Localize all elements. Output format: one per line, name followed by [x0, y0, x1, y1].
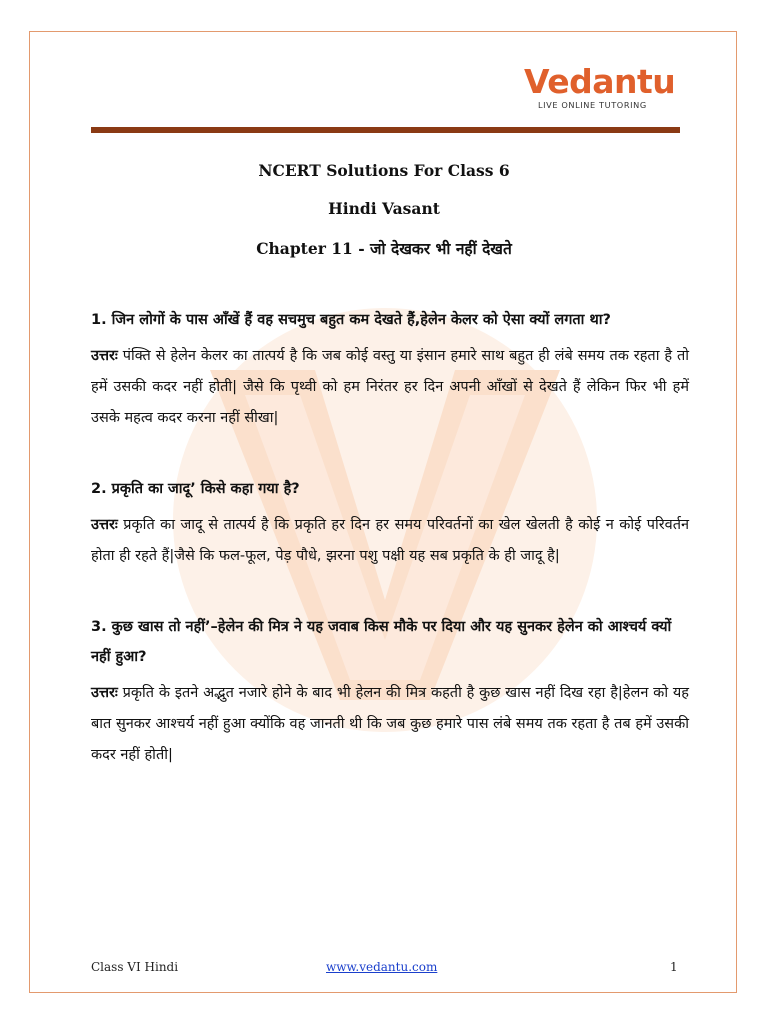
qa-item	[91, 612, 689, 771]
doc-subject: Hindi Vasant	[328, 199, 440, 218]
doc-chapter: Chapter 11 - जो देखकर भी नहीं देखते	[256, 239, 512, 258]
footer-website-link[interactable]: www.vedantu.com	[326, 960, 438, 974]
header-rule	[91, 127, 680, 133]
answer	[91, 510, 689, 572]
question: 3. कुछ खास तो नहीं’–हेलेन की मित्र ने यह जवाब किस मौके पर दिया और यह सुनकर हेलेन को आश्चर्य क्यों नहीं हुआ?	[91, 619, 672, 665]
question: 1. जिन लोगों के पास आँखें हैं वह सचमुच बहुत कम देखते हैं,हेलेन केलर को ऐसा क्यों लगता था?	[91, 312, 611, 328]
logo-wordmark: Vedantu	[524, 62, 676, 101]
qa-content	[91, 305, 689, 811]
answer-label: उत्तरः	[91, 685, 118, 701]
qa-item	[91, 305, 689, 434]
page-number: 1	[670, 960, 678, 974]
answer	[91, 341, 689, 434]
vedantu-logo[interactable]	[524, 64, 674, 116]
doc-title: NCERT Solutions For Class 6	[258, 161, 510, 180]
logo-tagline: LIVE ONLINE TUTORING	[538, 100, 647, 110]
answer-label: उत्तरः	[91, 517, 118, 533]
qa-item	[91, 474, 689, 572]
answer	[91, 678, 689, 771]
footer-class: Class VI Hindi	[91, 960, 179, 974]
answer-text: पंक्ति से हेलेन केलर का तात्पर्य है कि जब कोई वस्तु या इंसान हमारे साथ बहुत ही लंबे समय तक रहता है तो हमें उसकी कदर नहीं होती| जैसे कि पृथ्वी को हम निरंतर हर दिन अपनी आँखों से देखते हैं लेकिन फिर भी हमें उसके महत्व कदर करना नहीं सीखा|	[91, 348, 689, 426]
answer-text: प्रकृति के इतने अद्भुत नजारे होने के बाद भी हेलन की मित्र कहती है कुछ खास नहीं दिख रहा है|हेलन को यह बात सुनकर आश्चर्य नहीं हुआ क्योंकि वह जानती थी कि जब कुछ हमारे पास लंबे समय तक रहता है तब हमें उसकी कदर नहीं होती|	[91, 685, 690, 763]
answer-label: उत्तरः	[91, 348, 118, 364]
question: 2. प्रकृति का जादू’ किसे कहा गया है?	[91, 481, 300, 497]
answer-text: प्रकृति का जादू से तात्पर्य है कि प्रकृति हर दिन हर समय परिवर्तनों का खेल खेलती है कोई न कोई परिवर्तन होता ही रहते हैं|जैसे कि फल-फूल, पेड़ पौधे, झरना पशु पक्षी यह सब प्रकृति के ही जादू है|	[91, 517, 690, 564]
